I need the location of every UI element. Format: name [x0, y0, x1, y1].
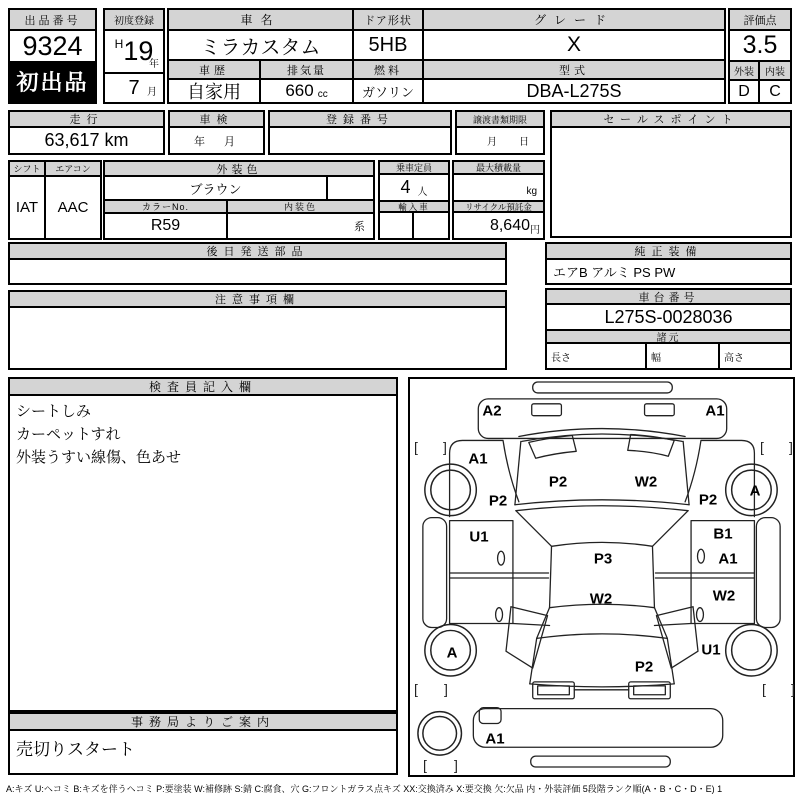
lot-label: 出品番号	[10, 10, 95, 31]
car-name-label: 車名	[169, 10, 354, 31]
damage-mark-p2: P2	[548, 473, 568, 491]
inspector-box	[8, 377, 398, 712]
car-name: ミラカスタム	[169, 31, 354, 61]
damage-mark-b1: B1	[713, 525, 733, 543]
fuel-value: ガソリン	[354, 80, 424, 102]
capacity-label: 乗車定員	[380, 162, 448, 175]
registration-number-label: 登録番号	[270, 112, 450, 128]
transfer-docs-value: 月 日	[487, 137, 535, 148]
door-label: ドア形状	[354, 10, 424, 31]
damage-mark-a: A	[749, 482, 761, 500]
exterior-grade-value: D	[730, 81, 760, 102]
shift-value: IAT	[10, 177, 46, 238]
capacity-value	[380, 175, 448, 202]
lot-box	[8, 8, 97, 104]
score-box	[728, 8, 792, 104]
bracket-mark: ]	[791, 681, 795, 697]
inspector-note-line: シートしみ	[16, 403, 92, 420]
grade-label: グレード	[424, 10, 724, 31]
recycle-fee: 8,640	[489, 216, 530, 234]
bracket-mark: ]	[443, 439, 447, 455]
interior-grade-label: 内装	[760, 62, 790, 81]
sales-point-box	[550, 110, 792, 238]
shift-label: シフト	[10, 162, 46, 177]
displacement-number: 660	[285, 81, 314, 100]
shaken-label: 車検	[170, 112, 263, 128]
equipment-label: 純正装備	[547, 244, 790, 260]
spec-width-label: 幅	[647, 344, 720, 368]
transfer-docs-box	[455, 110, 545, 155]
bracket-mark: [	[414, 681, 418, 697]
transfer-docs-label: 譲渡書類期限	[457, 112, 543, 128]
equipment-value: エアB アルミ PS PW	[553, 265, 676, 280]
bracket-mark: [	[423, 757, 427, 773]
damage-mark-w2: W2	[712, 587, 736, 605]
office-label: 事務局よりご案内	[10, 714, 396, 731]
color-box	[103, 160, 375, 240]
recycle-value	[454, 213, 543, 238]
specs-label: 諸元	[547, 331, 790, 344]
later-parts-box	[8, 242, 507, 285]
fuel-label: 燃料	[354, 61, 424, 80]
lot-number: 9324	[22, 31, 83, 61]
bracket-mark: [	[762, 681, 766, 697]
displacement-value	[261, 80, 354, 102]
sales-point-value	[552, 128, 790, 236]
damage-mark-u1: U1	[469, 528, 489, 546]
color-no-label: カラーNo.	[105, 201, 228, 214]
month-unit: 月	[147, 87, 157, 98]
reg-month: 7	[128, 76, 140, 99]
damage-mark-w2: W2	[589, 590, 613, 608]
grade-value: X	[424, 31, 724, 61]
office-box	[8, 712, 398, 775]
exterior-color-value: ブラウン	[105, 177, 328, 201]
sales-point-label: セールスポイント	[552, 112, 790, 128]
import-cell-left	[380, 213, 414, 238]
aircon-label: エアコン	[46, 162, 100, 177]
damage-mark-p2: P2	[634, 658, 654, 676]
bracket-mark: [	[760, 439, 764, 455]
inspector-label: 検査員記入欄	[10, 379, 396, 396]
model-code-label: 型式	[424, 61, 724, 80]
damage-diagram	[408, 377, 795, 777]
mileage-label: 走行	[10, 112, 163, 128]
interior-color-value: 系	[354, 221, 365, 233]
damage-mark-a1: A1	[485, 730, 505, 748]
exterior-grade-label: 外装	[730, 62, 760, 81]
damage-mark-p2: P2	[698, 491, 718, 509]
first-registration-month	[105, 74, 163, 102]
history-value: 自家用	[169, 80, 261, 102]
interior-grade-value: C	[769, 82, 781, 100]
year-unit: 年	[149, 59, 159, 70]
damage-mark-w2: W2	[634, 473, 658, 491]
interior-color-label: 内装色	[228, 201, 373, 214]
shaken-box	[168, 110, 265, 155]
first-registration-label: 初度登録	[105, 10, 163, 31]
office-message: 売切りスタート	[16, 740, 135, 759]
damage-mark-a2: A2	[482, 402, 502, 420]
model-code-value: DBA-L275S	[526, 80, 622, 101]
inspector-notes	[16, 400, 181, 469]
max-load-label: 最大積載量	[454, 162, 543, 175]
mileage-box	[8, 110, 165, 155]
import-label: 輸入車	[380, 202, 448, 213]
chassis-box	[545, 288, 792, 370]
displacement-label: 排気量	[261, 61, 354, 80]
inspector-note-line: 外装うすい線傷、色あせ	[16, 449, 182, 466]
mileage-value: 63,617 km	[44, 130, 129, 150]
bracket-mark: ]	[454, 757, 458, 773]
max-load-box	[452, 160, 545, 240]
first-registration-box	[103, 8, 165, 104]
damage-mark-a1: A1	[705, 402, 725, 420]
registration-number-box	[268, 110, 452, 155]
damage-mark-a1: A1	[718, 550, 738, 568]
shaken-value: 年 月	[194, 135, 239, 148]
bracket-mark: ]	[444, 681, 448, 697]
damage-diagram-overlay	[410, 379, 793, 775]
spec-height-label: 高さ	[724, 352, 744, 364]
capacity-unit: 人	[417, 187, 428, 198]
registration-number-value	[270, 128, 450, 153]
equipment-box	[545, 242, 792, 285]
caution-box	[8, 290, 507, 370]
spec-length-label: 長さ	[547, 344, 647, 368]
capacity-box	[378, 160, 450, 240]
bracket-mark: [	[414, 439, 418, 455]
recycle-label: リサイクル預託金	[454, 202, 543, 213]
first-listing-badge: 初出品	[10, 61, 95, 102]
exterior-color-extra-cell	[328, 177, 373, 201]
history-label: 車歴	[169, 61, 261, 80]
legend-text: A:キズ U:ヘコミ B:キズを伴うヘコミ P:要塗装 W:補修跡 S:錆 C:腐食、穴 G:フロントガラス点キズ XX:交換済み X:要交換 欠:欠品 内・外装評価 5段階ランク順(A・B・C・D・E) 1	[6, 783, 723, 794]
vehicle-info-box	[167, 8, 726, 104]
recycle-unit: 円	[530, 224, 540, 236]
score-value: 3.5	[730, 31, 790, 62]
car-outline-drawing	[410, 379, 793, 775]
import-cell-right	[414, 213, 448, 238]
reg-year: 19	[123, 36, 154, 66]
shift-aircon-box	[8, 160, 102, 240]
caution-label: 注意事項欄	[10, 292, 505, 308]
damage-mark-u1: U1	[701, 641, 721, 659]
chassis-number: L275S-0028036	[547, 305, 790, 331]
score-label: 評価点	[730, 10, 790, 31]
era-prefix: H	[114, 37, 124, 51]
exterior-color-label: 外装色	[105, 162, 373, 177]
max-load-value: kg	[454, 175, 543, 202]
inspector-note-line: カーペットすれ	[16, 426, 121, 443]
bracket-mark: ]	[789, 439, 793, 455]
damage-mark-a1: A1	[468, 450, 488, 468]
first-registration-year	[105, 31, 163, 74]
color-no-value: R59	[105, 214, 228, 238]
displacement-unit: cc	[317, 88, 328, 100]
damage-mark-p2: P2	[488, 492, 508, 510]
caution-value	[10, 308, 505, 368]
damage-mark-p3: P3	[593, 550, 613, 568]
chassis-label: 車台番号	[547, 290, 790, 305]
damage-mark-a: A	[446, 644, 458, 662]
door-value: 5HB	[354, 31, 424, 61]
capacity-number: 4	[400, 177, 411, 197]
later-parts-value	[10, 260, 505, 283]
aircon-value: AAC	[57, 199, 89, 216]
later-parts-label: 後日発送部品	[10, 244, 505, 260]
